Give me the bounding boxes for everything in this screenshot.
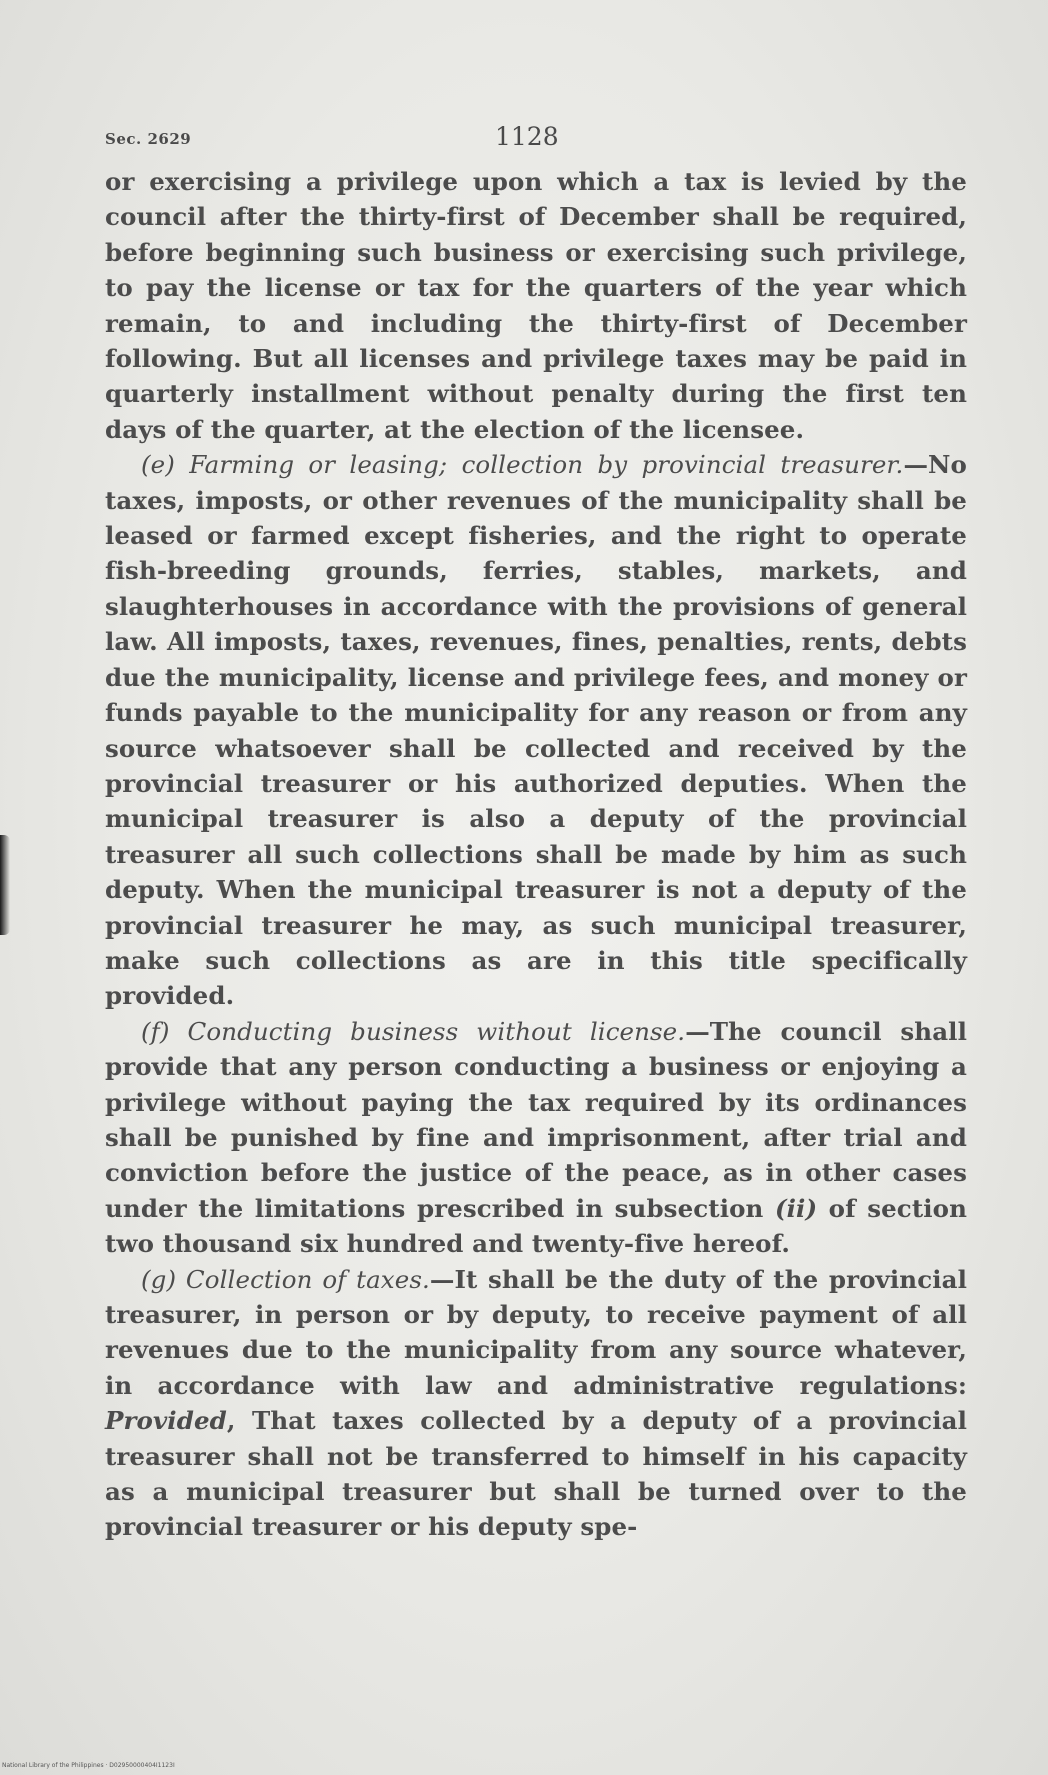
- subsection-f-reference: (ii): [774, 1193, 818, 1223]
- page-number: 1128: [495, 122, 559, 151]
- page-edge-shadow: [0, 835, 10, 935]
- subsection-g-proviso: Provided: [105, 1406, 227, 1436]
- document-page: [105, 120, 967, 1545]
- subsection-f-text: —The council shall provide that any person conducting a business or enjoying a privilege without paying the tax required by its ordinances shall be punished by fine and imprisonment, after trial and conviction before the justice of the peace, as in other cases under the limitations prescribed in subsection: [105, 1016, 967, 1223]
- subsection-g-text-end: , That taxes collected by a deputy of a provincial treasurer shall not be transferred to himself in his capacity as a municipal treasurer but shall be turned over to the provincial treasurer or his deputy spe-: [105, 1406, 967, 1542]
- paragraph-e: [105, 447, 967, 1014]
- subsection-f-text-end: of section two thousand six hundred and twenty-five hereof.: [105, 1193, 967, 1259]
- page-header: [105, 120, 967, 164]
- subsection-g-text: —It shall be the duty of the provincial treasurer, in person or by deputy, to receive payment of all revenues due to the municipality from any source whatever, in accordance with law and administrative regulations:: [105, 1264, 968, 1400]
- section-reference: Sec. 2629: [105, 130, 192, 148]
- subsection-e-text: —No taxes, imposts, or other revenues of the municipality shall be leased or farmed except fisheries, and the right to operate fish-breeding grounds, ferries, stables, markets, and slaughterhouses in accordance with the provisions of general law. All imposts, taxes, revenues, fines, penalties, rents, debts due the municipality, license and privilege fees, and money or funds payable to the municipality for any reason or from any source whatsoever shall be collected and received by the provincial treasurer or his authorized deputies. When the municipal treasurer is also a deputy of the provincial treasurer all such collections shall be made by him as such deputy. When the municipal treasurer is not a deputy of the provincial treasurer he may, as such municipal treasurer, make such collections as are in this title specifically provided.: [105, 450, 967, 1011]
- paragraph-text: or exercising a privilege upon which a tax is levied by the council after the thirty-first of December shall be required, before beginning such business or exercising such privilege, to pay the license or tax for the quarters of the year which remain, to and including the thirty-first of December following. But all licenses and privilege taxes may be paid in quarterly installment without penalty during the first ten days of the quarter, at the election of the licensee.: [105, 167, 967, 444]
- archive-footer-stamp: National Library of the Philippines · D02950000404I1123I: [2, 1762, 175, 1769]
- subsection-e-heading: (e) Farming or leasing; collection by provincial treasurer.: [141, 450, 904, 480]
- subsection-f-heading: (f) Conducting business without license.: [141, 1016, 686, 1046]
- subsection-g-heading: (g) Collection of taxes.: [141, 1264, 430, 1294]
- paragraph-continuation: [105, 164, 967, 447]
- body-text: [105, 164, 967, 1545]
- paragraph-g: [105, 1262, 967, 1545]
- paragraph-f: [105, 1014, 967, 1262]
